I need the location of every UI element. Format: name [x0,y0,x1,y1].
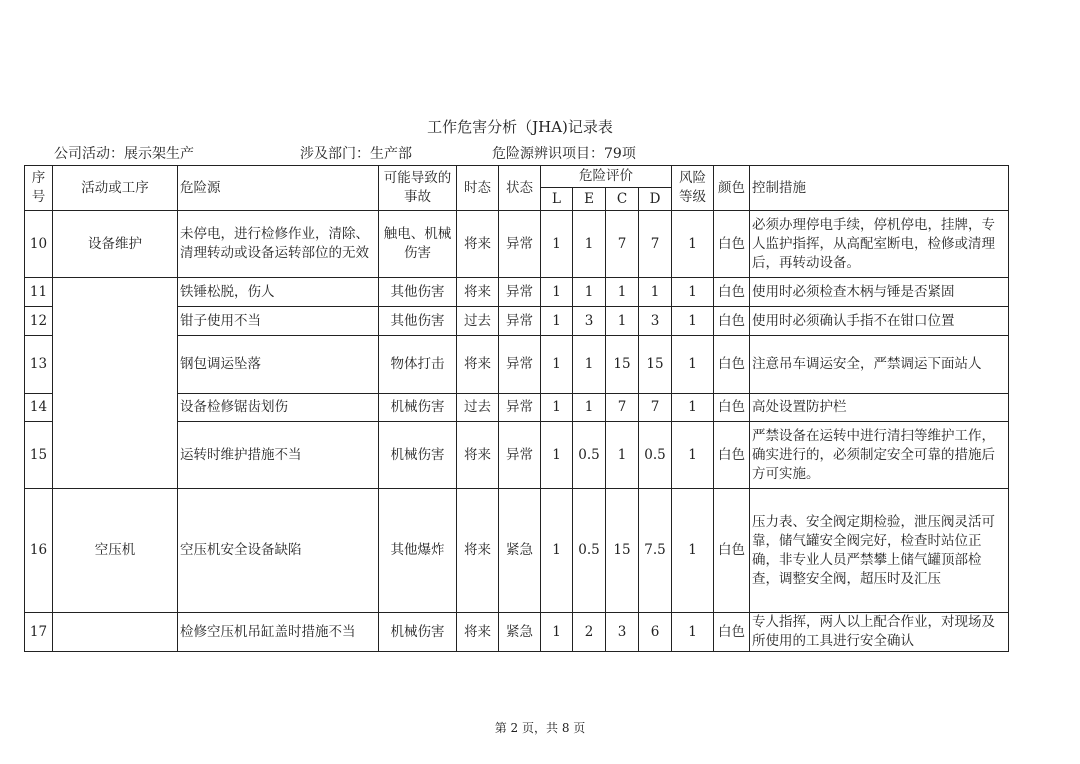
cell-l: 1 [541,307,573,336]
cell-hazard: 检修空压机吊缸盖时措施不当 [178,613,379,652]
cell-accident: 其他伤害 [379,278,457,307]
cell-tense: 将来 [457,422,499,489]
cell-state: 紧急 [499,613,541,652]
cell-l: 1 [541,278,573,307]
cell-no: 14 [25,394,53,422]
cell-d: 0.5 [639,422,672,489]
cell-l: 1 [541,613,573,652]
cell-e: 1 [573,278,606,307]
cell-hazard: 钳子使用不当 [178,307,379,336]
cell-color: 白色 [714,613,750,652]
jha-table [24,165,1009,652]
cell-color: 白色 [714,307,750,336]
cell-control: 使用时必须确认手指不在钳口位置 [750,307,1009,336]
cell-state: 异常 [499,307,541,336]
cell-e: 3 [573,307,606,336]
cell-risk: 1 [672,489,714,613]
cell-c: 15 [606,489,639,613]
table-row [25,489,1009,613]
cell-c: 7 [606,211,639,278]
header-c: C [606,188,639,211]
cell-c: 1 [606,307,639,336]
cell-risk: 1 [672,422,714,489]
header-control: 控制措施 [750,166,1009,211]
cell-risk: 1 [672,307,714,336]
company-activity: 公司活动：展示架生产 [54,146,194,162]
cell-control: 注意吊车调运安全，严禁调运下面站人 [750,336,1009,394]
cell-e: 0.5 [573,422,606,489]
cell-no: 11 [25,278,53,307]
cell-d: 7 [639,394,672,422]
cell-accident: 机械伤害 [379,394,457,422]
cell-no: 15 [25,422,53,489]
cell-no: 12 [25,307,53,336]
cell-accident: 物体打击 [379,336,457,394]
cell-accident: 其他爆炸 [379,489,457,613]
cell-d: 7 [639,211,672,278]
table-row [25,211,1009,278]
cell-color: 白色 [714,394,750,422]
cell-risk: 1 [672,211,714,278]
table-row [25,613,1009,652]
cell-tense: 将来 [457,211,499,278]
department: 涉及部门：生产部 [300,146,412,162]
cell-no: 16 [25,489,53,613]
cell-e: 0.5 [573,489,606,613]
cell-d: 7.5 [639,489,672,613]
cell-no: 10 [25,211,53,278]
cell-tense: 过去 [457,307,499,336]
cell-risk: 1 [672,613,714,652]
header-risk: 风险等级 [672,166,714,211]
cell-state: 异常 [499,278,541,307]
cell-l: 1 [541,336,573,394]
cell-c: 3 [606,613,639,652]
cell-no: 17 [25,613,53,652]
cell-risk: 1 [672,278,714,307]
header-no: 序号 [25,166,53,211]
cell-color: 白色 [714,278,750,307]
cell-e: 1 [573,336,606,394]
cell-risk: 1 [672,394,714,422]
cell-e: 1 [573,211,606,278]
header-accident: 可能导致的事故 [379,166,457,211]
cell-l: 1 [541,489,573,613]
cell-l: 1 [541,422,573,489]
cell-control: 使用时必须检查木柄与锤是否紧固 [750,278,1009,307]
cell-tense: 将来 [457,613,499,652]
cell-tense: 将来 [457,278,499,307]
cell-state: 异常 [499,336,541,394]
cell-d: 6 [639,613,672,652]
cell-accident: 机械伤害 [379,613,457,652]
cell-e: 1 [573,394,606,422]
header-state: 状态 [499,166,541,211]
cell-c: 1 [606,278,639,307]
cell-hazard: 铁锤松脱，伤人 [178,278,379,307]
header-hazard: 危险源 [178,166,379,211]
cell-activity [53,613,178,652]
header-l: L [541,188,573,211]
header-color: 颜色 [714,166,750,211]
cell-control: 高处设置防护栏 [750,394,1009,422]
hazard-count: 危险源辨识项目：79项 [492,146,636,162]
cell-activity [53,278,178,489]
cell-tense: 将来 [457,336,499,394]
cell-c: 15 [606,336,639,394]
cell-tense: 将来 [457,489,499,613]
table-row [25,278,1009,307]
cell-hazard: 设备检修锯齿划伤 [178,394,379,422]
cell-color: 白色 [714,336,750,394]
cell-control: 专人指挥，两人以上配合作业，对现场及所使用的工具进行安全确认 [750,613,1009,652]
cell-l: 1 [541,394,573,422]
cell-d: 15 [639,336,672,394]
header-e: E [573,188,606,211]
cell-c: 7 [606,394,639,422]
cell-tense: 过去 [457,394,499,422]
header-tense: 时态 [457,166,499,211]
cell-state: 异常 [499,422,541,489]
cell-color: 白色 [714,422,750,489]
cell-accident: 触电、机械伤害 [379,211,457,278]
header-activity: 活动或工序 [53,166,178,211]
header-eval: 危险评价 [541,166,672,188]
cell-control: 压力表、安全阀定期检验，泄压阀灵活可靠，储气罐安全阀完好，检查时站位正确，非专业人员严禁攀上储气罐顶部检查，调整安全阀，超压时及汇压 [750,489,1009,613]
cell-control: 严禁设备在运转中进行清扫等维护工作，确实进行的，必须制定安全可靠的措施后方可实施。 [750,422,1009,489]
cell-accident: 机械伤害 [379,422,457,489]
cell-state: 紧急 [499,489,541,613]
cell-hazard: 空压机安全设备缺陷 [178,489,379,613]
cell-no: 13 [25,336,53,394]
cell-l: 1 [541,211,573,278]
cell-e: 2 [573,613,606,652]
cell-color: 白色 [714,489,750,613]
cell-activity: 空压机 [53,489,178,613]
page-footer: 第 2 页，共 8 页 [494,721,586,735]
cell-color: 白色 [714,211,750,278]
cell-risk: 1 [672,336,714,394]
cell-state: 异常 [499,394,541,422]
cell-hazard: 未停电，进行检修作业，清除、清理转动或设备运转部位的无效 [178,211,379,278]
cell-c: 1 [606,422,639,489]
cell-activity: 设备维护 [53,211,178,278]
cell-accident: 其他伤害 [379,307,457,336]
cell-hazard: 钢包调运坠落 [178,336,379,394]
cell-d: 1 [639,278,672,307]
cell-d: 3 [639,307,672,336]
document-title: 工作危害分析（JHA)记录表 [427,118,613,136]
cell-state: 异常 [499,211,541,278]
cell-control: 必须办理停电手续，停机停电，挂牌，专人监护指挥，从高配室断电，检修或清理后，再转动设备。 [750,211,1009,278]
cell-hazard: 运转时维护措施不当 [178,422,379,489]
header-d: D [639,188,672,211]
